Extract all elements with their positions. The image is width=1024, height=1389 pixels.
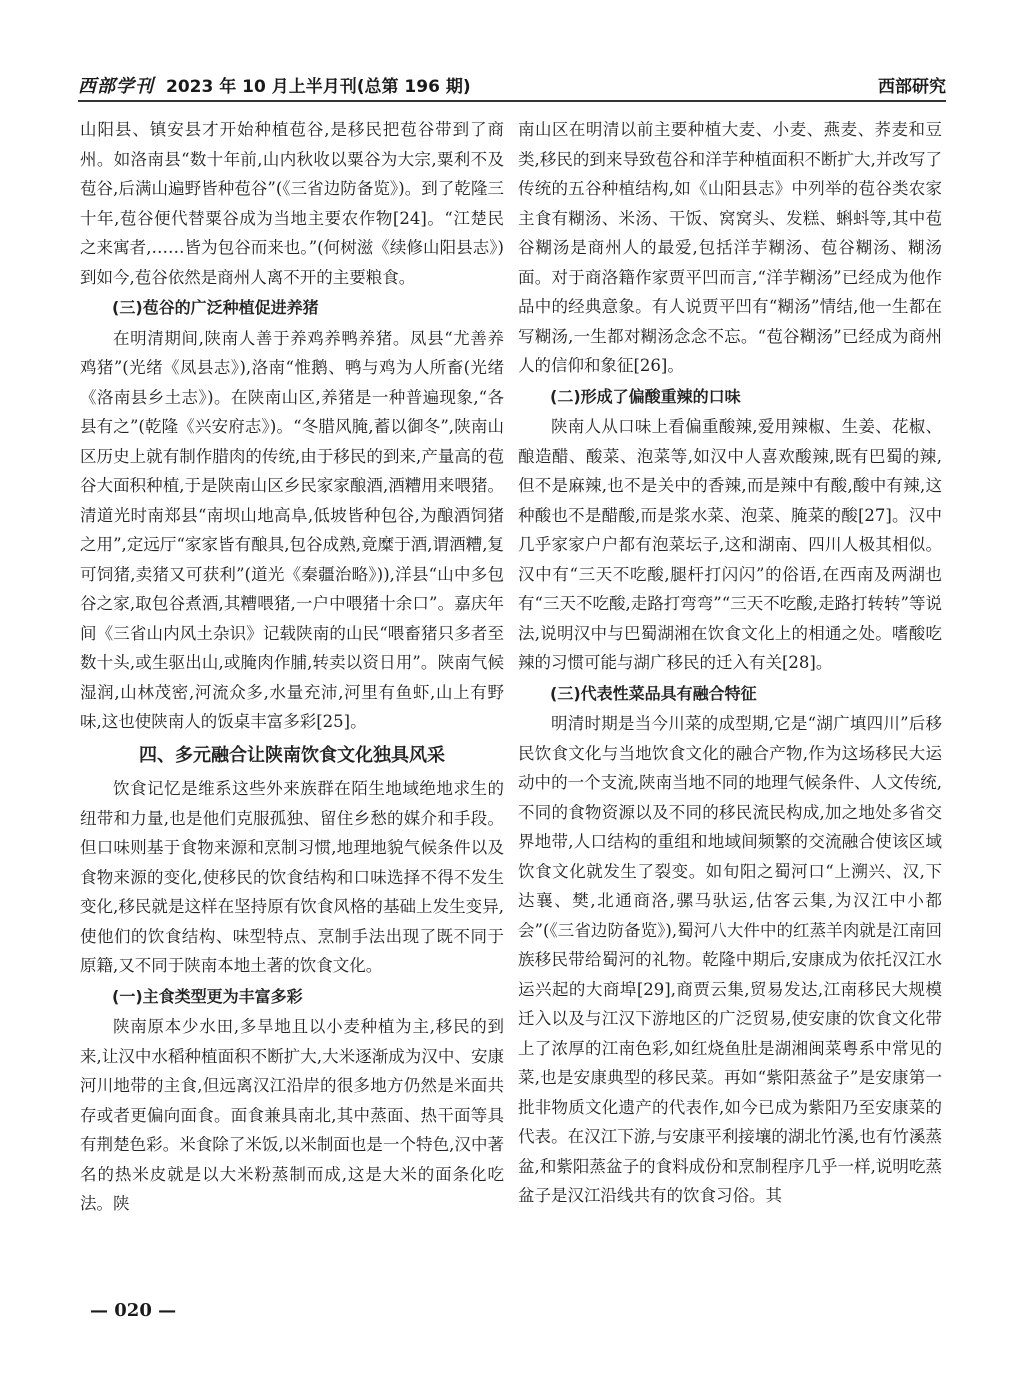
section-name: 西部研究 (878, 77, 946, 97)
journal-logo: 西部学刊 (78, 76, 154, 97)
paragraph: 明清时期是当今川菜的成型期,它是“湖广填四川”后移民饮食文化与当地饮食文化的融合产物,作为这场移民大运动中的一个支流,陕南当地不同的地理气候条件、人文传统,不同的食物资源以及不同的移民流民构成,加之地处多省交界地带,人口结构的重组和地域间频繁的交流融合使该区域饮食文化就发生了裂变。如旬阳之蜀河口“上溯兴、汉,下达襄、樊,北通商洛,骡马驮运,估客云集,为汉江中小都会”(《三省边防备览》),蜀河八大件中的红蒸羊肉就是江南回族移民带给蜀河的礼物。乾隆中期后,安康成为依托汉江水运兴起的大商埠[29],商贾云集,贸易发达,江南移民大规模迁入以及与江汉下游地区的广泛贸易,使安康的饮食文化带上了浓厚的江南色彩,如红烧鱼肚是湖湘闽菜粤系中常见的菜,也是安康典型的移民菜。再如“紫阳蒸盆子”是安康第一批非物质文化遗产的代表作,如今已成为紫阳乃至安康菜的代表。在汉江下游,与安康平利接壤的湖北竹溪,也有竹溪蒸盆,和紫阳蒸盆子的食料成份和烹制程序几乎一样,说明吃蒸盆子是汉江沿线共有的饮食习俗。其 (518, 714, 942, 1205)
section-heading: 四、多元融合让陕南饮食文化独具风采 (139, 744, 445, 766)
left-column (80, 115, 504, 1219)
running-header (78, 70, 946, 98)
paragraph: 南山区在明清以前主要种植大麦、小麦、燕麦、荞麦和豆类,移民的到来导致苞谷和洋芋种植面积不断扩大,并改写了传统的五谷种植结构,如《山阳县志》中列举的苞谷类农家主食有糊汤、米汤、干饭、窝窝头、发糕、蝌蚪等,其中苞谷糊汤是商州人的最爱,包括洋芋糊汤、苞谷糊汤、糊汤面。对于商洛籍作家贾平凹而言,“洋芋糊汤”已经成为他作品中的经典意象。有人说贾平凹有“糊汤”情结,他一生都在写糊汤,一生都对糊汤念念不忘。“苞谷糊汤”已经成为商州人的信仰和象征[26]。 (518, 120, 942, 375)
paragraph: 山阳县、镇安县才开始种植苞谷,是移民把苞谷带到了商州。如洛南县“数十年前,山内秋收以粟谷为大宗,粟利不及苞谷,后满山遍野皆种苞谷”(《三省边防备览》)。到了乾隆三十年,苞谷便代替粟谷成为当地主要农作物[24]。“江楚民之来寓者,……皆为包谷而来也。”(何树滋《续修山阳县志》)到如今,苞谷依然是商州人离不开的主要粮食。 (80, 120, 504, 287)
subsection-heading: (一)主食类型更为丰富多彩 (112, 986, 303, 1006)
right-column (518, 115, 942, 1211)
subsection-heading: (二)形成了偏酸重辣的口味 (550, 386, 741, 406)
header-rule (78, 100, 946, 102)
paragraph: 陕南人从口味上看偏重酸辣,爱用辣椒、生姜、花椒、酿造醋、酸菜、泡菜等,如汉中人喜欢酸辣,既有巴蜀的辣,但不是麻辣,也不是关中的香辣,而是辣中有酸,酸中有辣,这种酸也不是醋酸,而是浆水菜、泡菜、腌菜的酸[27]。汉中几乎家家户户都有泡菜坛子,这和湖南、四川人极其相似。汉中有“三天不吃酸,腿杆打闪闪”的俗语,在西南及两湖也有“三天不吃酸,走路打弯弯”“三天不吃酸,走路打转转”等说法,说明汉中与巴蜀湖湘在饮食文化上的相通之处。嗜酸吃辣的习惯可能与湖广移民的迁入有关[28]。 (518, 417, 942, 672)
subsection-heading: (三)代表性菜品具有融合特征 (550, 683, 757, 703)
paragraph: 在明清期间,陕南人善于养鸡养鸭养猪。凤县“尤善养鸡猪”(光绪《凤县志》),洛南“惟鹅、鸭与鸡为人所畜(光绪《洛南县乡土志》)。在陕南山区,养猪是一种普遍现象,“各县有之”(乾隆《兴安府志》)。“冬腊风腌,蓄以御冬”,陕南山区历史上就有制作腊肉的传统,由于移民的到来,产量高的苞谷大面积种植,于是陕南山区乡民家家酿酒,酒糟用来喂猪。清道光时南郑县“南坝山地高阜,低坡皆种包谷,为酿酒饲猪之用”,定远厅“家家皆有酿具,包谷成熟,竟糜于酒,谓酒糟,复可饲猪,卖猪又可获利”(道光《秦疆治略》)),洋县“山中多包谷之家,取包谷煮酒,其糟喂猪,一户中喂猪十余口”。嘉庆年间《三省山内风土杂识》记载陕南的山民“喂畜猪只多者至数十头,或生驱出山,或腌肉作脯,转卖以资日用”。陕南气候湿润,山林茂密,河流众多,水量充沛,河里有鱼虾,山上有野味,这也使陕南人的饭桌丰富多彩[25]。 (80, 328, 504, 731)
paragraph: 饮食记忆是维系这些外来族群在陌生地域绝地求生的纽带和力量,也是他们克服孤独、留住乡愁的媒介和手段。但口味则基于食物来源和烹制习惯,地理地貌气候条件以及食物来源的变化,使移民的饮食结构和口味选择不得不发生变化,移民就是这样在坚持原有饮食风格的基础上发生变异,使他们的饮食结构、味型特点、烹制手法出现了既不同于原籍,又不同于陕南本地土著的饮食文化。 (80, 779, 504, 975)
paragraph: 陕南原本少水田,多旱地且以小麦种植为主,移民的到来,让汉中水稻种植面积不断扩大,大米逐渐成为汉中、安康河川地带的主食,但远离汉江沿岸的很多地方仍然是米面共存或者更偏向面食。面食兼具南北,其中蒸面、热干面等具有荆楚色彩。米食除了米饭,以米制面也是一个特色,汉中著名的热米皮就是以大米粉蒸制而成,这是大米的面条化吃法。陕 (80, 1017, 504, 1213)
issue-info: 2023 年 10 月上半月刊(总第 196 期) (166, 77, 471, 97)
subsection-heading: (三)苞谷的广泛种植促进养猪 (112, 298, 319, 317)
page-number: — 020 — (90, 1300, 177, 1321)
